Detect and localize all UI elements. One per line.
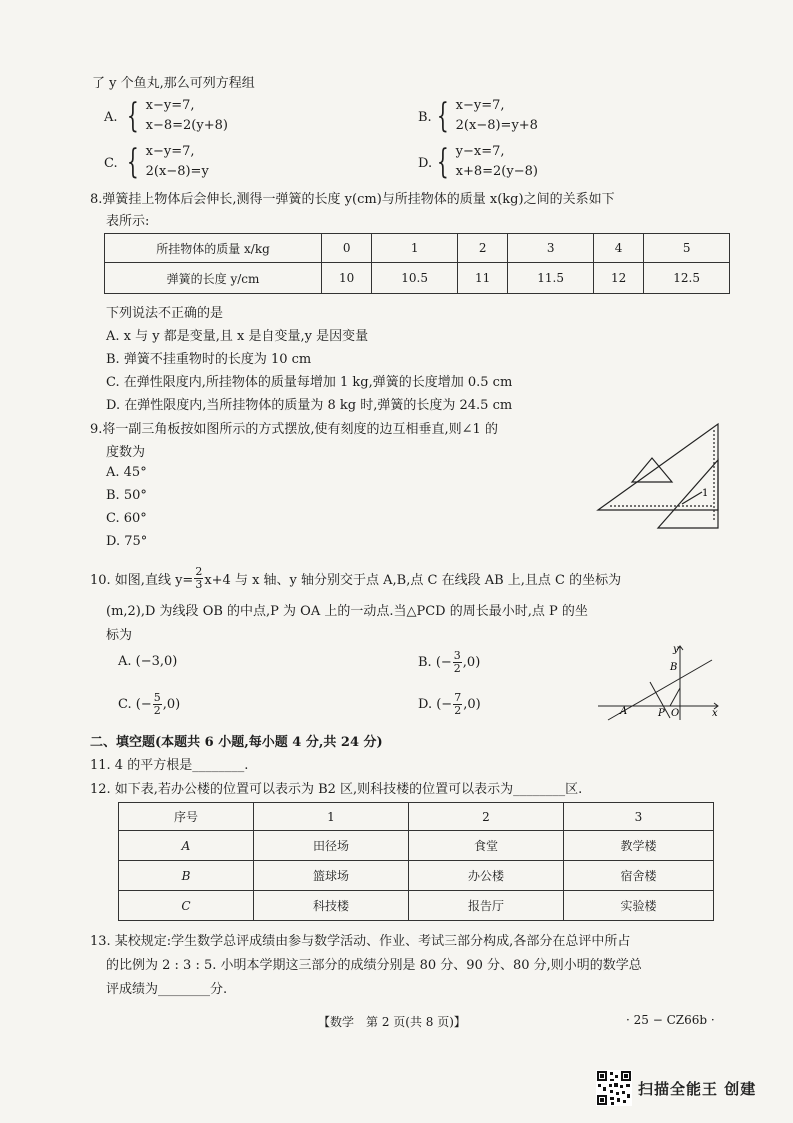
q8-table-row-length: [105, 263, 730, 294]
q12-cell: 科技楼: [254, 891, 409, 921]
q9-stem-line2: 度数为: [106, 445, 146, 460]
q7-option-b: { x−y=7, 2(x−8)=y+8: [436, 96, 538, 136]
q8-cell: 2: [457, 234, 507, 263]
page-footer-center: 【数学 第 2 页(共 8 页)】: [318, 1015, 466, 1029]
q10-option-d-post: ,0): [463, 697, 481, 712]
point-o-label: O: [671, 708, 680, 719]
q8-cell: 3: [508, 234, 594, 263]
q10-option-c-post: ,0): [162, 697, 181, 712]
q8-stem-line1: 8.弹簧挂上物体后会伸长,测得一弹簧的长度 y(cm)与所挂物体的质量 x(kg)之间的关系如下: [90, 192, 615, 207]
q8-option-b: B. 弹簧不挂重物时的长度为 10 cm: [106, 352, 312, 367]
q12-cell: B: [119, 861, 254, 891]
point-b-label: B: [670, 662, 678, 673]
q10-option-a: A. (−3,0): [118, 654, 178, 669]
q10-stem-line1: [90, 566, 621, 591]
q12-cell: A: [119, 831, 254, 861]
angle-1-label: 1: [702, 488, 709, 499]
q13-line3: 评成绩为________分.: [106, 982, 228, 997]
q12-cell: 序号: [119, 803, 254, 831]
segment-pd: [670, 688, 680, 706]
q10-option-b: [418, 650, 480, 675]
q8-cell: 12.5: [644, 263, 730, 294]
q7-option-b-label: B.: [418, 110, 432, 125]
q7-option-c: { x−y=7, 2(x−8)=y: [126, 142, 209, 182]
set-square-30: [658, 460, 718, 528]
q7-option-d: { y−x=7, x+8=2(y−8): [436, 142, 538, 182]
q8-prompt: 下列说法不正确的是: [106, 306, 224, 321]
q7-option-a-label: A.: [104, 110, 118, 125]
q10-slope-num: 2: [195, 565, 203, 578]
q8-cell: 10.5: [372, 263, 458, 294]
q7-tail: 了 y 个鱼丸,那么可列方程组: [92, 76, 255, 91]
q11: 11. 4 的平方根是________.: [90, 758, 249, 773]
y-axis-label: y: [673, 644, 679, 655]
q10-option-b-num: 3: [453, 649, 461, 662]
q8-cell: 0: [322, 234, 372, 263]
q12-cell: 篮球场: [254, 861, 409, 891]
q10-option-d-num: 7: [454, 691, 462, 704]
q10-coordinate-figure: [594, 640, 726, 722]
q10-option-c-fraction: [153, 692, 162, 717]
page-footer-code: · 25 − CZ66b ·: [626, 1013, 715, 1027]
q9-option-c: C. 60°: [106, 511, 147, 526]
q12-table: [118, 802, 714, 921]
q8-cell: 弹簧的长度 y/cm: [105, 263, 322, 294]
qr-code-icon: [596, 1070, 632, 1106]
point-a-label: A: [620, 706, 628, 717]
q7-option-b-line2: 2(x−8)=y+8: [455, 118, 538, 133]
x-axis-label: x: [712, 708, 718, 719]
q10-option-b-pre: B. (−: [418, 655, 452, 670]
q12-cell: 2: [409, 803, 564, 831]
q12-cell: 报告厅: [409, 891, 564, 921]
q12-table-row-a: [119, 831, 714, 861]
q12-table-row-c: [119, 891, 714, 921]
q10-slope-den: 3: [195, 578, 203, 591]
q10-option-c-num: 5: [153, 691, 161, 704]
q7-option-a: { x−y=7, x−8=2(y+8): [126, 96, 228, 136]
q8-table-row-mass: [105, 234, 730, 263]
q9-stem-line1: 9.将一副三角板按如图所示的方式摆放,使有刻度的边互相垂直,则∠1 的: [90, 422, 498, 437]
q8-cell: 12: [593, 263, 643, 294]
q10-option-d-fraction: [453, 692, 462, 717]
q7-option-b-line1: x−y=7,: [455, 98, 505, 113]
q8-cell: 5: [644, 234, 730, 263]
q9-option-b: B. 50°: [106, 488, 147, 503]
q8-cell: 1: [372, 234, 458, 263]
q10-option-c-den: 2: [153, 704, 161, 717]
q12-cell: C: [119, 891, 254, 921]
q8-cell: 所挂物体的质量 x/kg: [105, 234, 322, 263]
q8-cell: 11: [457, 263, 507, 294]
q7-option-a-line2: x−8=2(y+8): [145, 118, 228, 133]
q10-option-b-den: 2: [453, 662, 461, 675]
q12-table-row-b: [119, 861, 714, 891]
q13-line1: 13. 某校规定:学生数学总评成绩由参与数学活动、作业、考试三部分构成,各部分在总评中所占: [90, 934, 631, 949]
q9-triangle-figure: [590, 420, 730, 540]
q12-stem: 12. 如下表,若办公楼的位置可以表示为 B2 区,则科技楼的位置可以表示为________区.: [90, 782, 583, 797]
set-square-45: [598, 424, 718, 510]
q7-option-d-line1: y−x=7,: [455, 144, 505, 159]
q8-stem-line2: 表所示:: [106, 214, 150, 229]
q12-table-header: [119, 803, 714, 831]
q10-stem-post: x+4 与 x 轴、y 轴分别交于点 A,B,点 C 在线段 AB 上,且点 C 的坐标为: [204, 573, 622, 588]
q12-cell: 1: [254, 803, 409, 831]
q12-cell: 办公楼: [409, 861, 564, 891]
q10-stem-line3: 标为: [106, 628, 133, 643]
q7-option-c-line1: x−y=7,: [145, 144, 195, 159]
q8-table: [104, 233, 730, 294]
q13-line2: 的比例为 2 : 3 : 5. 小明本学期这三部分的成绩分别是 80 分、90 分、80 分,则小明的数学总: [106, 958, 642, 973]
q10-option-b-fraction: [453, 650, 462, 675]
q12-cell: 3: [564, 803, 714, 831]
q12-cell: 实验楼: [564, 891, 714, 921]
q7-option-d-label: D.: [418, 156, 433, 171]
point-p-label: P: [658, 708, 665, 719]
q8-option-d: D. 在弹性限度内,当所挂物体的质量为 8 kg 时,弹簧的长度为 24.5 cm: [106, 398, 513, 413]
q9-option-a: A. 45°: [106, 465, 147, 480]
q12-cell: 教学楼: [564, 831, 714, 861]
q12-cell: 田径场: [254, 831, 409, 861]
q12-cell: 食堂: [409, 831, 564, 861]
q10-stem-pre: 10. 如图,直线 y=: [90, 573, 194, 588]
q7-option-d-line2: x+8=2(y−8): [455, 164, 538, 179]
q8-cell: 10: [322, 263, 372, 294]
q7-option-c-label: C.: [104, 156, 118, 171]
q8-option-a: A. x 与 y 都是变量,且 x 是自变量,y 是因变量: [106, 329, 369, 344]
q10-option-d: [418, 692, 481, 717]
q8-option-c: C. 在弹性限度内,所挂物体的质量每增加 1 kg,弹簧的长度增加 0.5 cm: [106, 375, 513, 390]
q12-cell: 宿舍楼: [564, 861, 714, 891]
q10-stem-line2: (m,2),D 为线段 OB 的中点,P 为 OA 上的一动点.当△PCD 的周长最小时,点 P 的坐: [106, 604, 588, 619]
q7-option-c-line2: 2(x−8)=y: [145, 164, 209, 179]
q7-option-a-line1: x−y=7,: [145, 98, 195, 113]
q10-option-c: [118, 692, 180, 717]
q10-option-d-den: 2: [454, 704, 462, 717]
watermark-text: 扫描全能王 创建: [638, 1080, 757, 1098]
section-2-heading: 二、填空题(本题共 6 小题,每小题 4 分,共 24 分): [90, 735, 383, 750]
q10-option-b-post: ,0): [462, 655, 481, 670]
q10-option-d-pre: D. (−: [418, 697, 453, 712]
q8-cell: 11.5: [508, 263, 594, 294]
q8-cell: 4: [593, 234, 643, 263]
q10-slope-fraction: [194, 566, 203, 591]
q10-option-c-pre: C. (−: [118, 697, 152, 712]
q9-option-d: D. 75°: [106, 534, 148, 549]
